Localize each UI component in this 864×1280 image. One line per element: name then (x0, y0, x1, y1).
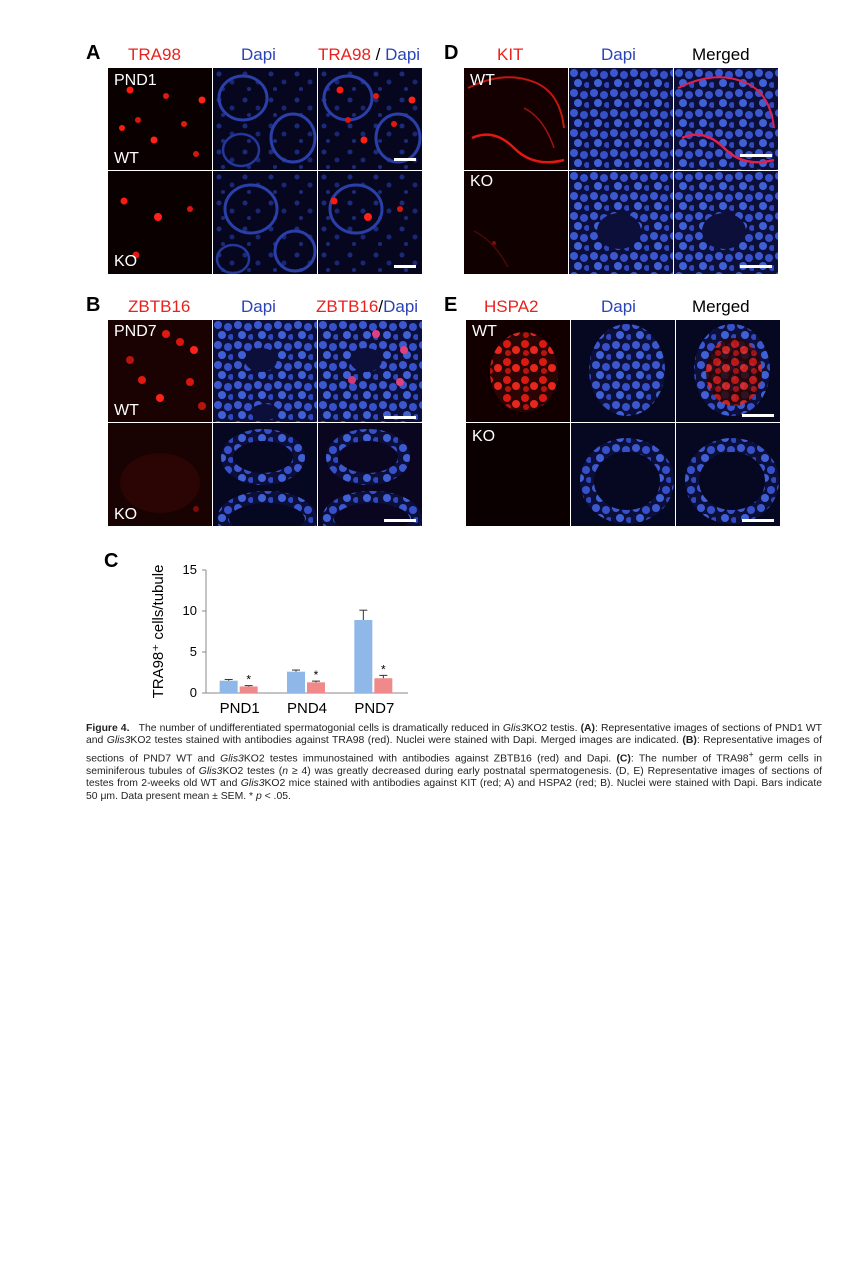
caption-gene-5: Glis3 (240, 778, 265, 790)
panel-e-ko-label: KO (472, 428, 496, 445)
panel-e-ko-merged-image (676, 423, 780, 526)
panel-b-age-label: PND7 (114, 323, 157, 340)
scale-bar (394, 265, 416, 268)
x-tick-label: PND4 (286, 700, 328, 717)
caption-gene-3: Glis3 (220, 753, 244, 765)
panel-a-age-label: PND1 (114, 72, 157, 89)
y-tick-label: 5 (189, 644, 197, 659)
panel-a-wt-dapi-image (213, 68, 317, 170)
caption-text-5: : Representative images of sections of PND7 WT and (86, 735, 822, 765)
panel-e-ko-dapi-image (571, 423, 675, 526)
caption-text-9: KO2 testes ( (222, 765, 283, 777)
caption-gene-1: Glis3 (502, 723, 527, 734)
panel-b-header-dapi: Dapi (241, 297, 276, 316)
panel-a-ko-merged-image (318, 171, 422, 274)
caption-gene-4: Glis3 (198, 765, 223, 777)
panel-b-header-merged-blue: Dapi (383, 297, 419, 316)
panel-d-wt-dapi-image (569, 68, 673, 170)
caption-text-1: The number of undifferentiated spermatogonial cells is dramatically reduced in (138, 723, 503, 734)
bar (307, 682, 325, 693)
panel-b-letter: B (86, 294, 101, 316)
caption-n: n (282, 765, 288, 777)
panel-a-wt-merged-image (318, 68, 422, 170)
panel-d-header-dapi: Dapi (601, 45, 636, 64)
caption-ref-a: (A) (580, 723, 596, 734)
caption-text-4: KO2 testes stained with antibodies against TRA98 (red). Nuclei were stained with Dapi. Merged images are indicated. (130, 735, 683, 747)
panel-a-ko-label: KO (114, 253, 138, 270)
caption-text-10: ≥ 4) was greatly decreased during early postnatal spermatogenesis. (D, E) Representative images of sections of testes from 2-weeks old WT and (86, 765, 822, 790)
panel-b-header-merged (316, 297, 418, 317)
scale-bar (740, 154, 772, 157)
panel-a-wt-label: WT (114, 150, 139, 167)
panel-c-chart (136, 556, 436, 720)
panel-a-header-merged-sep: / (370, 45, 386, 64)
panel-b-wt-merged-image (318, 320, 422, 422)
scale-bar (742, 519, 774, 522)
caption-figure-label: Figure 4. (86, 723, 130, 734)
y-tick-label: 10 (182, 603, 197, 618)
panel-a-header-dapi: Dapi (241, 45, 276, 64)
panel-e-letter: E (444, 294, 458, 316)
caption-p: p (255, 790, 262, 802)
panel-d-letter: D (444, 42, 459, 64)
caption-gene-2: Glis3 (106, 735, 131, 747)
scale-bar (740, 265, 772, 268)
y-tick-label: 15 (182, 562, 197, 577)
panel-d-ko-label: KO (470, 173, 494, 190)
caption-text-7: : The number of TRA98 (630, 753, 749, 765)
caption-ref-b: (B) (682, 735, 697, 747)
panel-b-header-merged-red: ZBTB16 (316, 297, 379, 316)
panel-b-wt-dapi-image (213, 320, 317, 422)
significance-marker: * (380, 662, 386, 677)
x-tick-label: PND7 (354, 700, 395, 717)
panel-b-header-merged-sep: / (378, 297, 384, 316)
panel-c-letter: C (104, 550, 119, 572)
panel-a-letter: A (86, 42, 101, 64)
panel-e-wt-label: WT (472, 323, 497, 340)
caption-text-11: KO2 mice stained with antibodies against KIT (red; A) and HSPA2 (red; B). Nuclei were stained with Dapi. Bars indicate 50 μm. Data present mean ± SEM. * (86, 778, 822, 802)
significance-marker: * (313, 668, 319, 683)
bar (240, 686, 258, 693)
caption-text-12: < .05. (261, 790, 291, 802)
bar (287, 672, 305, 693)
scale-bar (742, 414, 774, 417)
panel-a-header-tra98: TRA98 (128, 45, 181, 64)
panel-d-header-kit: KIT (497, 45, 524, 64)
significance-marker: * (246, 672, 252, 687)
panel-a-ko-dapi-image (213, 171, 317, 274)
panel-a-header-merged-red: TRA98 (318, 45, 371, 64)
panel-e-header-dapi: Dapi (601, 297, 636, 316)
y-tick-label: 0 (189, 685, 197, 700)
panel-b-header-zbtb16: ZBTB16 (128, 297, 191, 316)
scale-bar (394, 158, 416, 161)
caption-text-8: germ cells in seminiferous tubules of (86, 753, 822, 777)
panel-e-header-hspa2: HSPA2 (484, 297, 539, 316)
panel-a-header-merged-blue: Dapi (385, 45, 421, 64)
scale-bar (384, 519, 416, 522)
x-tick-label: PND1 (219, 700, 260, 717)
scale-bar (384, 416, 416, 419)
panel-b-wt-label: WT (114, 402, 139, 419)
caption-ref-c: (C) (616, 753, 631, 765)
panel-d-wt-label: WT (470, 72, 495, 89)
bar (220, 681, 238, 693)
panel-e-header-merged: Merged (692, 297, 750, 316)
panel-b-ko-label: KO (114, 506, 138, 523)
panel-b-ko-merged-image (318, 423, 422, 526)
panel-d-ko-dapi-image (569, 171, 673, 274)
bar-chart (136, 556, 436, 720)
caption-text-3: : Representative images of sections of PND1 WT and (86, 723, 822, 747)
panel-a-header-merged (318, 45, 420, 65)
panel-d-ko-merged-image (674, 171, 778, 274)
panel-e-wt-merged-image (676, 320, 780, 422)
caption-text-2: KO2 testis. (526, 723, 581, 734)
bar (354, 620, 372, 693)
panel-d-header-merged: Merged (692, 45, 750, 64)
panel-d-wt-merged-image (674, 68, 778, 170)
panel-e-wt-dapi-image (571, 320, 675, 422)
panel-b-ko-dapi-image (213, 423, 317, 526)
y-axis-label: TRA98⁺ cells/tubule (150, 564, 167, 699)
caption-superscript: + (748, 748, 754, 759)
caption-text-6: KO2 testes immunostained with antibodies against ZBTB16 (red) and Dapi. (243, 753, 617, 765)
bar (374, 678, 392, 693)
figure-caption (86, 723, 822, 803)
